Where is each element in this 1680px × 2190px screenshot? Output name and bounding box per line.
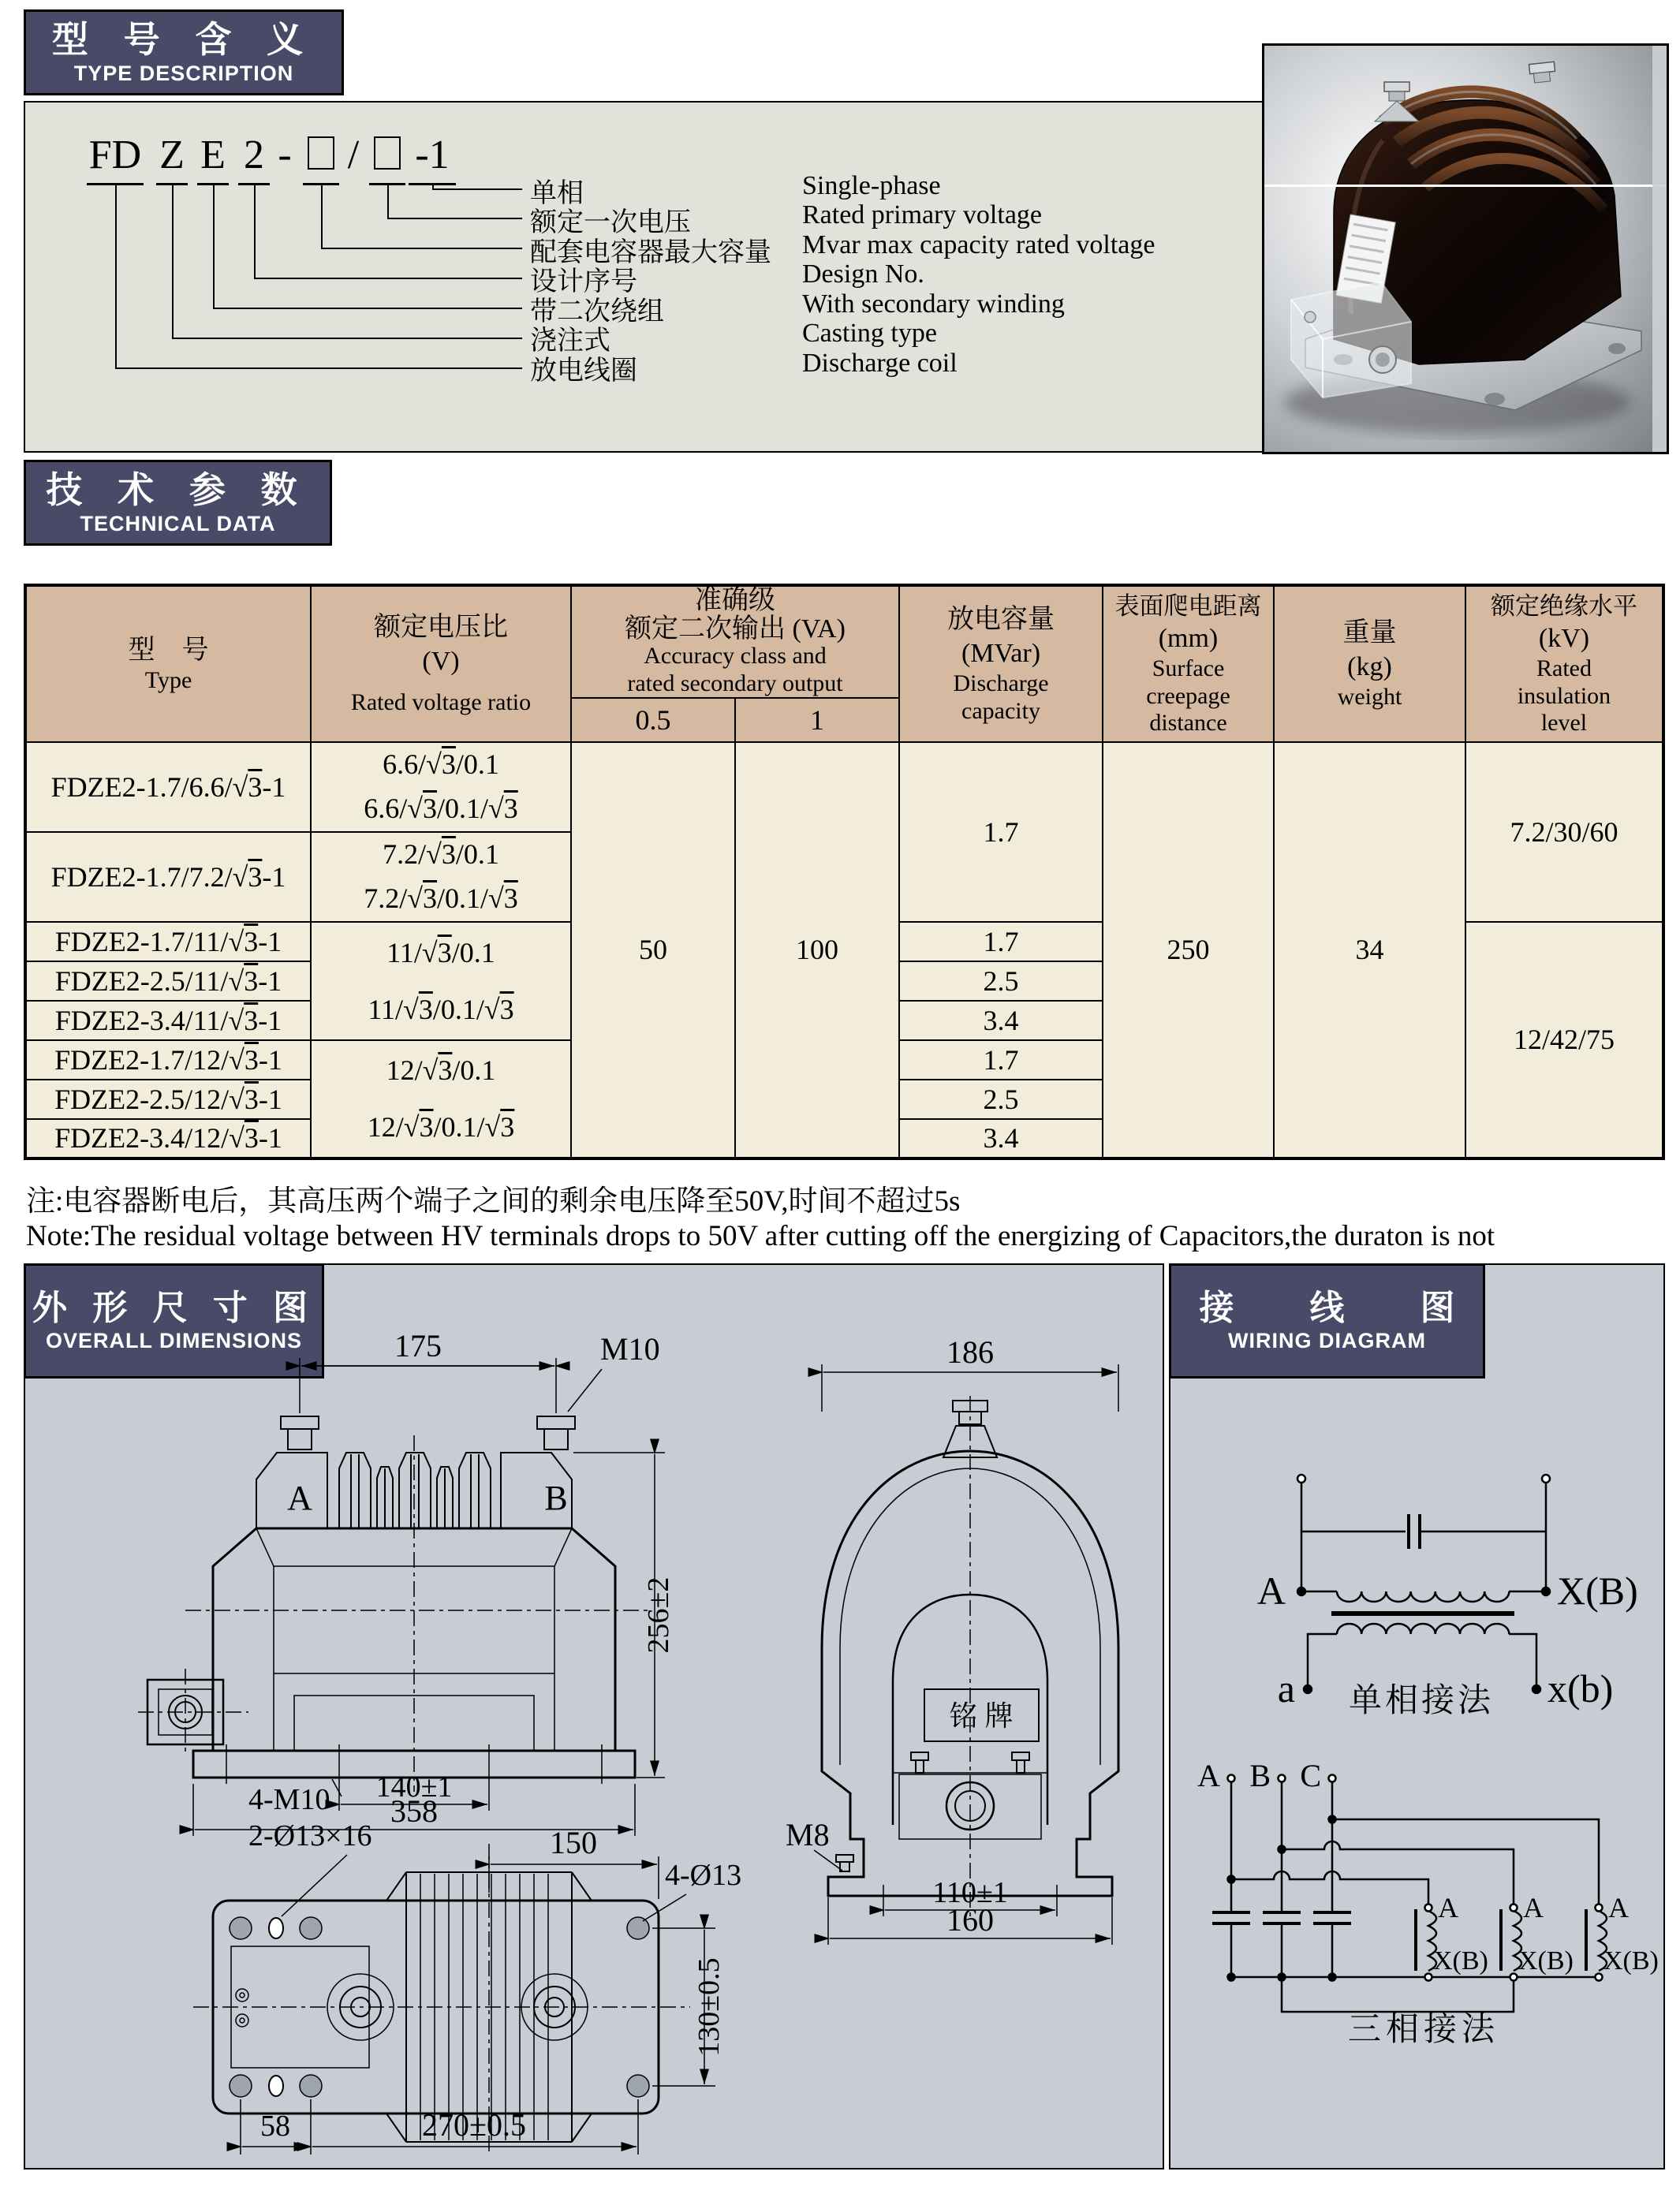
output-1-cell: 100 bbox=[735, 742, 899, 1158]
col-header-creepage: 表面爬电距离 (mm) Surface creepage distance bbox=[1103, 585, 1274, 742]
col-header-type: 型 号 Type bbox=[25, 585, 311, 742]
type-code-e: E bbox=[197, 132, 229, 185]
creepage-cell: 250 bbox=[1103, 742, 1274, 1158]
scan-line-artifact bbox=[1264, 185, 1667, 187]
ratio-cell: 6.6/√3/0.1 6.6/√3/0.1/√3 bbox=[311, 742, 571, 832]
bottom-view-drawing bbox=[138, 1814, 793, 2161]
ratio-cell: 11/√3/0.1 11/√3/0.1/√3 bbox=[311, 922, 571, 1040]
col-header-insulation: 额定绝缘水平 (kV) Rated insulation level bbox=[1465, 585, 1663, 742]
nameplate-label: 铭 牌 bbox=[949, 1700, 1014, 1732]
dim-label: 270±0.5 bbox=[422, 2107, 526, 2143]
type-code-box2 bbox=[369, 132, 405, 185]
legend-zh: 浇注式 bbox=[530, 326, 610, 356]
terminal-label: a bbox=[1277, 1666, 1295, 1711]
diagram-caption: 三相接法 bbox=[1347, 2012, 1500, 2046]
col-header-accuracy: 准确级 额定二次输出 (VA) Accuracy class and rated secondary output bbox=[571, 585, 899, 698]
dim-label: 110±1 bbox=[932, 1876, 1008, 1909]
terminal-label: x(b) bbox=[1547, 1666, 1614, 1711]
legend-en: Discharge coil bbox=[802, 349, 958, 378]
terminal-label: X(B) bbox=[1557, 1569, 1638, 1613]
legend-en: Mvar max capacity rated voltage bbox=[802, 230, 1155, 259]
subheader-class-05: 0.5 bbox=[571, 698, 735, 742]
slot-label: 2-Ø13×16 bbox=[248, 1819, 372, 1852]
output-05-cell: 50 bbox=[571, 742, 735, 1158]
subheader-class-1: 1 bbox=[735, 698, 899, 742]
legend-en: With secondary winding bbox=[802, 289, 1065, 319]
dim-label: 186 bbox=[946, 1334, 994, 1370]
ratio-cell: 7.2/√3/0.1 7.2/√3/0.1/√3 bbox=[311, 832, 571, 922]
bolt-label: M10 bbox=[600, 1331, 660, 1367]
discharge-cell: 1.7 bbox=[899, 922, 1103, 961]
type-code-2: 2 bbox=[238, 132, 270, 185]
placeholder-box bbox=[374, 136, 401, 170]
side-view-drawing bbox=[773, 1333, 1167, 1956]
weight-cell: 34 bbox=[1274, 742, 1465, 1158]
legend-en: Casting type bbox=[802, 319, 937, 348]
col-header-ratio: 额定电压比 (V) Rated voltage ratio bbox=[311, 585, 571, 742]
legend-en: Rated primary voltage bbox=[802, 200, 1043, 229]
section-title-zh: 接 线 图 bbox=[1199, 1288, 1476, 1327]
callout-line bbox=[115, 183, 522, 369]
dim-label: 140±1 bbox=[375, 1770, 453, 1804]
type-cell: FDZE2-3.4/11/√3-1 bbox=[25, 1001, 311, 1040]
phase-label: A bbox=[1197, 1758, 1220, 1793]
phase-label: C bbox=[1300, 1758, 1321, 1793]
section-title-zh: 外 形 尺 寸 图 bbox=[32, 1288, 315, 1327]
section-header-wiring-diagram bbox=[1169, 1263, 1485, 1379]
section-title-en: TECHNICAL DATA bbox=[80, 511, 276, 535]
legend-zh: 设计序号 bbox=[530, 267, 637, 297]
discharge-cell: 2.5 bbox=[899, 1080, 1103, 1119]
section-header-technical-data bbox=[24, 460, 332, 546]
type-cell: FDZE2-1.7/7.2/√3-1 bbox=[25, 832, 311, 922]
discharge-cell: 1.7 bbox=[899, 1040, 1103, 1080]
coil-terminal-label: X(B) bbox=[1518, 1946, 1574, 1975]
legend-en: Design No. bbox=[802, 259, 924, 289]
note-line-en: Note:The residual voltage between HV terminals drops to 50V after cutting off the energizing of Capacitors,the duraton is not bbox=[26, 1220, 1495, 1252]
bolt-label: M8 bbox=[786, 1817, 830, 1852]
type-code-z: Z bbox=[156, 132, 188, 185]
discharge-cell: 3.4 bbox=[899, 1119, 1103, 1158]
legend-zh: 单相 bbox=[530, 179, 584, 208]
section-title-en: TYPE DESCRIPTION bbox=[73, 61, 294, 85]
technical-data-table bbox=[24, 584, 1665, 1160]
type-cell: FDZE2-1.7/6.6/√3-1 bbox=[25, 742, 311, 832]
type-code-box1 bbox=[303, 132, 339, 185]
type-cell: FDZE2-2.5/12/√3-1 bbox=[25, 1080, 311, 1119]
type-code-dash1: -1 bbox=[409, 132, 456, 185]
phase-label: B bbox=[1249, 1758, 1271, 1793]
dim-label: 175 bbox=[394, 1328, 442, 1364]
dim-label: 150 bbox=[550, 1825, 597, 1860]
legend-zh: 配套电容器最大容量 bbox=[530, 238, 771, 267]
legend-zh: 额定一次电压 bbox=[530, 208, 691, 237]
type-cell: FDZE2-2.5/11/√3-1 bbox=[25, 961, 311, 1001]
coil-terminal-label: X(B) bbox=[1603, 1946, 1659, 1975]
terminal-a-label: A bbox=[287, 1479, 312, 1517]
holes-label: 4-Ø13 bbox=[665, 1859, 742, 1892]
type-designation-panel bbox=[24, 101, 1267, 453]
discharge-cell: 2.5 bbox=[899, 961, 1103, 1001]
secondary-terminal-cover bbox=[1291, 282, 1411, 397]
section-title-zh: 技 术 参 数 bbox=[46, 468, 310, 510]
coil-terminal-label: A bbox=[1523, 1892, 1544, 1923]
note-line-zh: 注:电容器断电后，其高压两个端子之间的剩余电压降至50V,时间不超过5s bbox=[26, 1185, 961, 1218]
diagram-caption: 单相接法 bbox=[1348, 1683, 1495, 1719]
section-title-en: OVERALL DIMENSIONS bbox=[45, 1329, 303, 1353]
discharge-cell: 3.4 bbox=[899, 1001, 1103, 1040]
dim-label: 256±2 bbox=[642, 1576, 675, 1654]
section-title-zh: 型 号 含 义 bbox=[51, 18, 316, 60]
terminal-b-label: B bbox=[544, 1479, 568, 1517]
coil-terminal-label: X(B) bbox=[1433, 1946, 1488, 1975]
legend-en: Single-phase bbox=[802, 171, 941, 200]
holes-label: 4-M10 bbox=[248, 1783, 330, 1816]
coil-terminal-label: A bbox=[1608, 1892, 1629, 1923]
col-header-weight: 重量 (kg) weight bbox=[1274, 585, 1465, 742]
dim-label: 58 bbox=[260, 2110, 290, 2143]
insulation-cell: 12/42/75 bbox=[1465, 922, 1663, 1158]
three-phase-wiring-diagram bbox=[1187, 1747, 1668, 2046]
placeholder-box bbox=[308, 136, 334, 170]
dim-label: 130±0.5 bbox=[693, 1957, 726, 2057]
discharge-cell: 1.7 bbox=[899, 742, 1103, 921]
product-photo bbox=[1262, 43, 1669, 454]
single-phase-wiring-diagram bbox=[1207, 1459, 1648, 1719]
section-title-en: WIRING DIAGRAM bbox=[1228, 1329, 1426, 1353]
type-code-dash: - bbox=[278, 132, 292, 177]
insulation-cell: 7.2/30/60 bbox=[1465, 742, 1663, 921]
legend-zh: 放电线圈 bbox=[530, 356, 637, 386]
dim-label: 160 bbox=[946, 1902, 994, 1938]
legend-zh: 带二次绕组 bbox=[530, 297, 664, 326]
type-code-fd: FD bbox=[87, 132, 144, 185]
product-photo-image bbox=[1264, 46, 1667, 452]
col-header-discharge: 放电容量 (MVar) Discharge capacity bbox=[899, 585, 1103, 742]
terminal-label: A bbox=[1256, 1569, 1286, 1613]
type-cell: FDZE2-3.4/12/√3-1 bbox=[25, 1119, 311, 1158]
section-header-type-description bbox=[24, 9, 344, 95]
type-cell: FDZE2-1.7/11/√3-1 bbox=[25, 922, 311, 961]
ratio-cell: 12/√3/0.1 12/√3/0.1/√3 bbox=[311, 1040, 571, 1158]
type-cell: FDZE2-1.7/12/√3-1 bbox=[25, 1040, 311, 1080]
dim-label: 358 bbox=[390, 1793, 438, 1829]
front-view-drawing bbox=[138, 1325, 690, 1845]
coil-terminal-label: A bbox=[1438, 1892, 1458, 1923]
type-code-slash: / bbox=[347, 132, 360, 177]
